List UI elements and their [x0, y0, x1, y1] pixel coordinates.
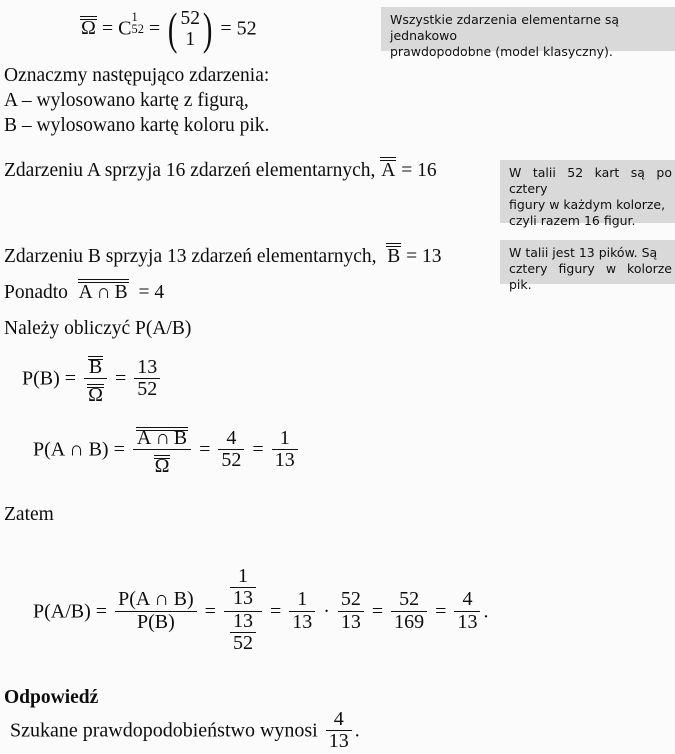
final-f3-num: 52 — [399, 588, 420, 611]
final-eq-2: = — [204, 600, 216, 623]
final-cf-num-fraction — [230, 566, 256, 610]
formula-omega — [80, 3, 257, 55]
pab-den-symbol: Ω — [154, 455, 170, 478]
final-f4-num: 4 — [462, 588, 473, 611]
pab-eq-1: = — [113, 438, 125, 461]
line-b-prefix: Zdarzeniu B sprzyja 13 zdarzeń elementarnych, — [4, 245, 377, 267]
note-event-b — [500, 240, 675, 292]
final-fraction-1 — [289, 589, 315, 633]
final-fraction-3 — [391, 589, 427, 633]
note-a-line-1: W talii 52 kart są po cztery — [509, 165, 672, 196]
pab-label-b: B) — [88, 438, 109, 461]
final-cf-den — [224, 611, 262, 656]
event-b-definition: B – wylosowano kartę koloru pik. — [4, 115, 270, 136]
event-a-definition: A – wylosowano kartę z figurą, — [4, 90, 249, 111]
final-period: . — [483, 600, 489, 623]
pab-frac2-den: 52 — [218, 449, 244, 472]
final-num-cap: ∩ — [154, 588, 169, 611]
final-label: P(A/B) — [33, 600, 91, 623]
pab-num-a: A — [136, 426, 152, 449]
note-b-line-2: cztery figury w kolorze pik. — [509, 261, 672, 292]
final-num-p: P(A — [118, 588, 150, 611]
answer-frac-den: 13 — [326, 730, 352, 753]
intro-line: Oznaczmy następująco zdarzenia: — [4, 65, 270, 86]
line-b-eq: = — [406, 245, 418, 267]
final-cf-num-den: 13 — [230, 587, 256, 610]
binom-bottom: 1 — [185, 29, 196, 51]
omega-eq-1: = — [101, 17, 114, 40]
final-eq-3: = — [269, 600, 282, 623]
moreover-value: 4 — [154, 281, 165, 303]
pb-fraction-symbolic — [84, 351, 107, 407]
pab-eq-3: = — [252, 438, 264, 461]
line-a-prefix: Zdarzeniu A sprzyja 16 zdarzeń elementarnych, — [4, 159, 376, 181]
final-dot: · — [323, 600, 330, 623]
note-event-a — [500, 160, 675, 228]
final-f2-num: 52 — [340, 588, 361, 611]
binom-paren-left: ( — [168, 3, 178, 55]
binom-top: 52 — [180, 7, 200, 29]
pab-fraction-symbolic — [133, 422, 191, 478]
moreover-symbol-a: A — [78, 281, 93, 303]
pb-eq-2: = — [114, 367, 127, 390]
moreover-intersection — [78, 280, 129, 305]
final-cf-num-num: 1 — [237, 564, 248, 587]
pab-frac3-den: 13 — [272, 449, 298, 472]
pb-num-symbol: B — [88, 355, 103, 378]
binom-paren-right: ) — [202, 3, 213, 55]
moreover-cap: ∩ — [96, 281, 111, 303]
line-a-eq: = — [401, 159, 413, 181]
answer-fraction — [326, 709, 352, 753]
omega-c-sub: 52 — [131, 21, 144, 36]
pab-den-wrap — [133, 449, 191, 478]
line-event-b-count — [4, 238, 442, 269]
answer-line — [10, 707, 360, 754]
note-omega-line-2: prawdopodobne (model klasyczny). — [390, 44, 613, 59]
final-f1-num: 1 — [297, 588, 308, 611]
final-f3-den: 169 — [391, 611, 427, 634]
moreover-symbol-b: B — [114, 281, 128, 303]
final-complex-fraction — [224, 564, 262, 656]
answer-heading: Odpowiedź — [4, 687, 99, 708]
pab-frac3-num: 1 — [279, 426, 290, 449]
pab-eq-2: = — [199, 438, 211, 461]
line-event-a-count — [4, 152, 437, 183]
pb-num-symbol-wrap — [84, 351, 107, 379]
pb-fraction-numeric — [134, 357, 160, 401]
final-fraction-4 — [454, 589, 480, 633]
omega-result: 52 — [236, 17, 257, 40]
final-f2-den: 13 — [338, 611, 364, 634]
binomial-coefficient — [181, 8, 201, 52]
answer-text: Szukane prawdopodobieństwo wynosi — [10, 719, 318, 742]
pab-num-intersection — [136, 428, 188, 450]
line-b-value: 13 — [422, 245, 442, 267]
final-num-b: B) — [173, 588, 194, 611]
final-eq-5: = — [435, 600, 447, 623]
pab-label-p: P(A — [33, 438, 65, 461]
final-den-label: P(B) — [115, 611, 197, 634]
final-f1-den: 13 — [289, 611, 315, 634]
final-eq-1: = — [95, 600, 108, 623]
pab-label-cap: ∩ — [69, 438, 84, 461]
to-compute-line: Należy obliczyć P(A/B) — [4, 318, 192, 339]
final-cf-den-fraction — [230, 611, 256, 655]
final-cf-num — [224, 564, 262, 611]
pab-num-b: B — [173, 426, 188, 449]
final-eq-4: = — [371, 600, 384, 623]
omega-c-sup: 1 — [131, 9, 138, 24]
pb-eq-1: = — [64, 367, 77, 390]
formula-pab — [33, 423, 301, 479]
therefore-line: Zatem — [4, 504, 54, 525]
pab-num-wrap — [133, 422, 191, 450]
line-intersection-count — [4, 274, 164, 305]
pab-fraction-2 — [218, 428, 244, 472]
omega-c-letter: C — [118, 17, 132, 40]
final-fraction-2 — [338, 589, 364, 633]
formula-final — [33, 564, 489, 657]
pb-den-symbol: Ω — [88, 384, 103, 407]
pb-label: P(B) — [22, 367, 60, 390]
final-fraction-definition — [115, 589, 197, 633]
pab-num-cap: ∩ — [155, 426, 170, 449]
final-cf-den-num: 13 — [232, 609, 253, 632]
omega-eq-2: = — [148, 17, 161, 40]
pab-frac2-num: 4 — [226, 426, 237, 449]
omega-eq-3: = — [220, 17, 232, 40]
answer-frac-num: 4 — [333, 707, 344, 730]
note-omega — [381, 7, 675, 59]
note-a-line-2: figury w każdym kolorze, — [509, 197, 666, 212]
pb-den-symbol-wrap — [84, 378, 107, 407]
formula-pb — [22, 352, 163, 408]
answer-period: . — [354, 719, 360, 742]
line-b-symbol: B — [387, 245, 401, 267]
pb-den-value: 52 — [134, 378, 160, 401]
note-a-line-3: czyli razem 16 figur. — [509, 213, 636, 228]
note-omega-line-1: Wszystkie zdarzenia elementarne są jednakowo — [390, 12, 620, 43]
omega-symbol: Ω — [81, 17, 96, 40]
pab-fraction-3 — [272, 428, 298, 472]
line-a-value: 16 — [417, 159, 437, 181]
line-a-symbol: A — [381, 159, 396, 181]
moreover-eq: = — [138, 281, 150, 303]
moreover-label: Ponadto — [4, 281, 68, 303]
omega-c-indices — [132, 11, 144, 36]
final-num-label — [115, 589, 197, 611]
note-b-line-1: W talii jest 13 pików. Są — [509, 245, 658, 260]
pb-num-value: 13 — [137, 355, 158, 378]
final-f4-den: 13 — [454, 611, 480, 634]
final-cf-den-den: 52 — [230, 632, 256, 655]
